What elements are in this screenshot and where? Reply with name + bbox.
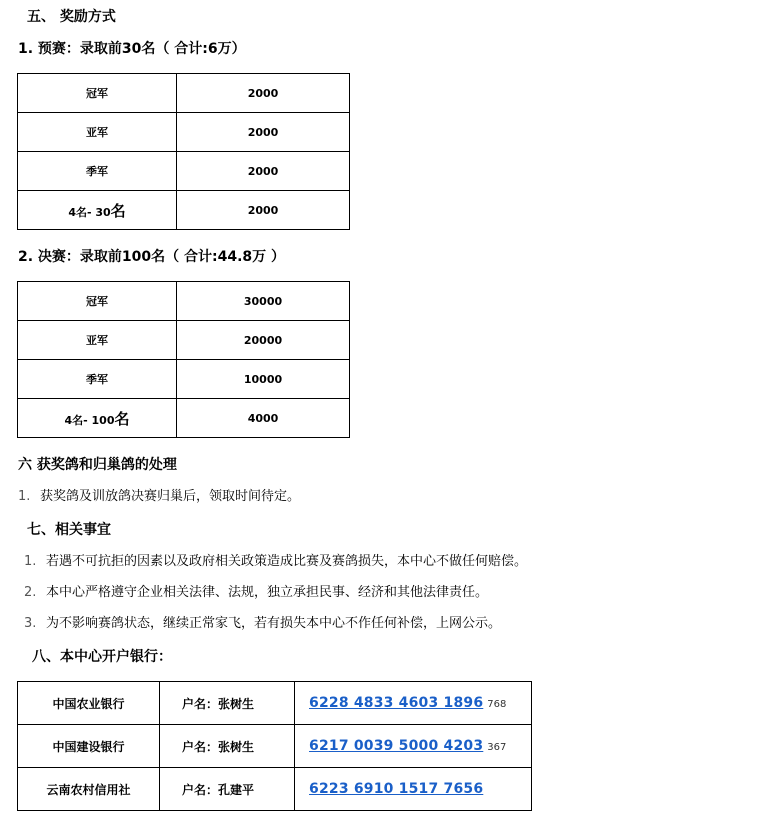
list-text: 本中心严格遵守企业相关法律、法规，独立承担民事、经济和其他法律责任。 <box>46 585 489 600</box>
list-text: 若遇不可抗拒的因素以及政府相关政策造成比赛及赛鸽损失，本中心不做任何赔偿。 <box>46 554 528 569</box>
list-item <box>24 584 488 602</box>
rank-cell: 季军 <box>18 152 177 191</box>
account-number-link[interactable]: 6223 6910 1517 7656 <box>309 781 484 797</box>
prelim-prize-table <box>17 73 350 230</box>
list-item <box>24 553 527 571</box>
table-row <box>18 191 350 230</box>
table-row <box>18 360 350 399</box>
account-cell <box>295 725 532 768</box>
final-prize-table <box>17 281 350 438</box>
table-row <box>18 682 532 725</box>
section6-title: 六 获奖鸽和归巢鸽的处理 <box>18 457 177 473</box>
amount-cell: 2000 <box>177 74 350 113</box>
rank-range: 4名- 30 <box>68 205 111 219</box>
rank-cell <box>18 191 177 230</box>
account-holder: 户名：孔建平 <box>160 768 295 811</box>
account-suffix: 768 <box>487 699 507 710</box>
bank-name: 云南农村信用社 <box>18 768 160 811</box>
list-item <box>24 615 501 633</box>
table-row <box>18 725 532 768</box>
rank-cell: 冠军 <box>18 74 177 113</box>
rank-cell: 季军 <box>18 360 177 399</box>
amount-cell: 4000 <box>177 399 350 438</box>
rank-cell: 冠军 <box>18 282 177 321</box>
prelim-heading: 1. 预赛：录取前30名（ 合计:6万） <box>18 41 246 57</box>
section8-title: 八、本中心开户银行： <box>32 649 172 665</box>
account-cell <box>295 682 532 725</box>
table-row <box>18 321 350 360</box>
rank-cell: 亚军 <box>18 321 177 360</box>
table-row <box>18 282 350 321</box>
bank-name: 中国农业银行 <box>18 682 160 725</box>
rank-cell: 亚军 <box>18 113 177 152</box>
list-number: 1. <box>24 554 37 569</box>
section5-title: 五、 奖励方式 <box>27 9 116 25</box>
account-holder: 户名：张树生 <box>160 725 295 768</box>
list-number: 2. <box>24 585 37 600</box>
rank-range: 4名- 100 <box>64 413 115 427</box>
list-number: 3. <box>24 616 37 631</box>
amount-cell: 2000 <box>177 152 350 191</box>
bank-table <box>17 681 532 811</box>
amount-cell: 20000 <box>177 321 350 360</box>
amount-cell: 10000 <box>177 360 350 399</box>
table-row <box>18 74 350 113</box>
amount-cell: 2000 <box>177 113 350 152</box>
list-text: 获奖鸽及训放鸽决赛归巢后，领取时间待定。 <box>40 489 301 504</box>
account-number-link[interactable]: 6217 0039 5000 4203 <box>309 738 484 754</box>
amount-cell: 30000 <box>177 282 350 321</box>
list-number: 1. <box>18 489 31 504</box>
amount-cell: 2000 <box>177 191 350 230</box>
final-heading: 2. 决赛：录取前100名（ 合计:44.8万 ） <box>18 249 286 265</box>
rank-unit: 名 <box>110 201 126 220</box>
table-row <box>18 152 350 191</box>
rank-cell <box>18 399 177 438</box>
section7-title: 七、相关事宜 <box>27 522 111 538</box>
account-holder: 户名：张树生 <box>160 682 295 725</box>
list-text: 为不影响赛鸽状态，继续正常家飞，若有损失本中心不作任何补偿，上网公示。 <box>46 616 502 631</box>
table-row <box>18 113 350 152</box>
account-cell <box>295 768 532 811</box>
table-row <box>18 399 350 438</box>
list-item <box>18 488 300 506</box>
account-suffix: 367 <box>487 742 507 753</box>
rank-unit: 名 <box>114 409 130 428</box>
account-number-link[interactable]: 6228 4833 4603 1896 <box>309 695 484 711</box>
table-row <box>18 768 532 811</box>
bank-name: 中国建设银行 <box>18 725 160 768</box>
